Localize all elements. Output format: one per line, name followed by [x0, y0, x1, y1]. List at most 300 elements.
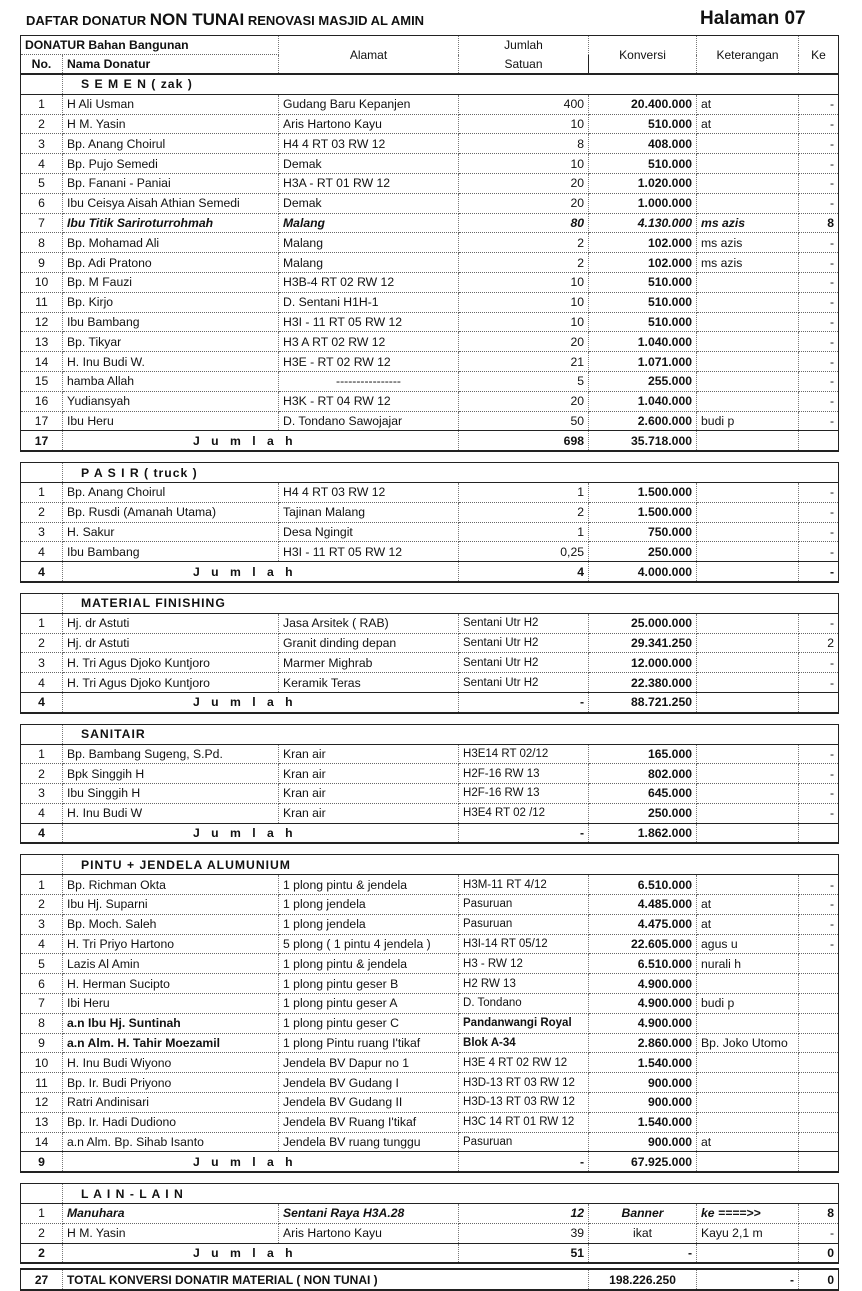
row-no: 11: [21, 1073, 63, 1093]
table-row: [21, 134, 839, 154]
row-ke: -: [799, 744, 839, 764]
header-nama: Nama Donatur: [63, 55, 279, 75]
table-row: [21, 1093, 839, 1113]
header-row-1: [21, 36, 839, 55]
grand-total-ke: 0: [799, 1269, 839, 1290]
row-nama: Ibu Hj. Suparni: [63, 895, 279, 915]
section-spacer: [21, 843, 839, 855]
row-ke: -: [799, 482, 839, 502]
row-jumlah: 1: [459, 522, 589, 542]
row-no: 4: [21, 934, 63, 954]
row-ke: 2: [799, 633, 839, 653]
table-row: [21, 633, 839, 653]
row-jumlah: 10: [459, 154, 589, 174]
row-no: 12: [21, 312, 63, 332]
row-no: 1: [21, 1204, 63, 1224]
row-no: 12: [21, 1093, 63, 1113]
row-konversi: 1.040.000: [589, 391, 697, 411]
row-keterangan: ms azis: [697, 253, 799, 273]
table-row: [21, 914, 839, 934]
row-konversi: 102.000: [589, 233, 697, 253]
table-row: [21, 673, 839, 693]
row-alamat: Demak: [279, 193, 459, 213]
row-jumlah: Sentani Utr H2: [459, 633, 589, 653]
row-keterangan: [697, 193, 799, 213]
row-ke: -: [799, 173, 839, 193]
row-konversi: 2.600.000: [589, 411, 697, 431]
row-konversi: 22.605.000: [589, 934, 697, 954]
row-keterangan: at: [697, 914, 799, 934]
row-ke: -: [799, 114, 839, 134]
table-row: [21, 934, 839, 954]
total-ke: [799, 1152, 839, 1172]
row-alamat: Malang: [279, 233, 459, 253]
section-spacer: [21, 1172, 839, 1184]
section-no-cell: [21, 74, 63, 94]
row-ke: -: [799, 613, 839, 633]
row-no: 7: [21, 213, 63, 233]
row-konversi: 1.000.000: [589, 193, 697, 213]
total-jumlah: -: [459, 1152, 589, 1172]
row-no: 15: [21, 371, 63, 391]
row-no: 4: [21, 803, 63, 823]
row-alamat: H3K - RT 04 RW 12: [279, 391, 459, 411]
table-row: [21, 332, 839, 352]
row-nama: H. Herman Sucipto: [63, 974, 279, 994]
row-konversi: 4.475.000: [589, 914, 697, 934]
row-konversi: 4.900.000: [589, 994, 697, 1014]
row-ke: -: [799, 332, 839, 352]
row-jumlah: 10: [459, 272, 589, 292]
row-nama: Bp. Rusdi (Amanah Utama): [63, 502, 279, 522]
row-keterangan: [697, 482, 799, 502]
table-row: [21, 272, 839, 292]
row-ke: [799, 954, 839, 974]
row-ke: -: [799, 764, 839, 784]
row-keterangan: [697, 1073, 799, 1093]
total-konversi: 67.925.000: [589, 1152, 697, 1172]
grand-total-keterangan: -: [697, 1269, 799, 1290]
row-keterangan: [697, 875, 799, 895]
row-ke: -: [799, 312, 839, 332]
row-alamat: H4 4 RT 03 RW 12: [279, 482, 459, 502]
row-alamat: H4 4 RT 03 RW 12: [279, 134, 459, 154]
section-header: [21, 463, 839, 483]
total-ke: [799, 823, 839, 843]
table-row: [21, 1033, 839, 1053]
row-no: 4: [21, 542, 63, 562]
row-keterangan: [697, 744, 799, 764]
row-nama: Bp. Fanani - Paniai: [63, 173, 279, 193]
total-keterangan: [697, 1152, 799, 1172]
row-keterangan: [697, 1112, 799, 1132]
row-ke: 8: [799, 1204, 839, 1224]
table-row: [21, 482, 839, 502]
table-row: [21, 193, 839, 213]
row-ke: [799, 974, 839, 994]
row-nama: Bp. Moch. Saleh: [63, 914, 279, 934]
row-jumlah: 21: [459, 352, 589, 372]
row-konversi: 25.000.000: [589, 613, 697, 633]
row-jumlah: 20: [459, 391, 589, 411]
row-konversi: 12.000.000: [589, 653, 697, 673]
row-jumlah: Sentani Utr H2: [459, 673, 589, 693]
row-jumlah: H3D-13 RT 03 RW 12: [459, 1073, 589, 1093]
row-jumlah: Pasuruan: [459, 914, 589, 934]
row-keterangan: [697, 803, 799, 823]
section-total-row: [21, 823, 839, 843]
section-header: [21, 1184, 839, 1204]
row-jumlah: H3 - RW 12: [459, 954, 589, 974]
row-alamat: Jendela BV Gudang I: [279, 1073, 459, 1093]
table-row: [21, 1132, 839, 1152]
row-keterangan: [697, 502, 799, 522]
total-konversi: 1.862.000: [589, 823, 697, 843]
row-konversi: 900.000: [589, 1093, 697, 1113]
row-konversi: 29.341.250: [589, 633, 697, 653]
table-row: [21, 253, 839, 273]
grand-total-no: 27: [21, 1269, 63, 1290]
section-title: MATERIAL FINISHING: [63, 593, 839, 613]
row-jumlah: Blok A-34: [459, 1033, 589, 1053]
row-alamat: ----------------: [279, 371, 459, 391]
header-jumlah-1: Jumlah: [459, 36, 589, 55]
row-alamat: D. Tondano Sawojajar: [279, 411, 459, 431]
row-nama: H. Tri Agus Djoko Kuntjoro: [63, 653, 279, 673]
row-alamat: Demak: [279, 154, 459, 174]
row-alamat: Jendela BV ruang tunggu: [279, 1132, 459, 1152]
row-keterangan: budi p: [697, 994, 799, 1014]
row-alamat: 1 plong Pintu ruang I'tikaf: [279, 1033, 459, 1053]
row-ke: -: [799, 914, 839, 934]
section-spacer: [21, 451, 839, 463]
row-alamat: 1 plong pintu & jendela: [279, 954, 459, 974]
row-ke: 8: [799, 213, 839, 233]
row-ke: -: [799, 653, 839, 673]
row-keterangan: [697, 134, 799, 154]
row-no: 1: [21, 94, 63, 114]
total-label: J u m l a h: [63, 823, 459, 843]
row-nama: Ibu Bambang: [63, 542, 279, 562]
row-alamat: Jendela BV Ruang I'tikaf: [279, 1112, 459, 1132]
section-total-row: [21, 1243, 839, 1263]
row-ke: -: [799, 272, 839, 292]
table-row: [21, 1013, 839, 1033]
row-nama: Ibi Heru: [63, 994, 279, 1014]
row-nama: Ratri Andinisari: [63, 1093, 279, 1113]
row-nama: Ibu Bambang: [63, 312, 279, 332]
row-nama: Manuhara: [63, 1204, 279, 1224]
row-no: 9: [21, 253, 63, 273]
table-row: [21, 502, 839, 522]
row-keterangan: budi p: [697, 411, 799, 431]
row-alamat: H3A - RT 01 RW 12: [279, 173, 459, 193]
row-no: 11: [21, 292, 63, 312]
row-jumlah: Pasuruan: [459, 895, 589, 915]
table-row: [21, 411, 839, 431]
row-konversi: 102.000: [589, 253, 697, 273]
section-no-cell: [21, 593, 63, 613]
row-ke: -: [799, 134, 839, 154]
section-total-row: [21, 562, 839, 582]
row-keterangan: at: [697, 114, 799, 134]
row-alamat: Jendela BV Dapur no 1: [279, 1053, 459, 1073]
row-no: 2: [21, 633, 63, 653]
row-konversi: 900.000: [589, 1132, 697, 1152]
row-keterangan: [697, 542, 799, 562]
row-jumlah: H3M-11 RT 4/12: [459, 875, 589, 895]
header-jumlah-2: Satuan: [459, 55, 589, 75]
row-no: 10: [21, 272, 63, 292]
row-jumlah: 0,25: [459, 542, 589, 562]
row-keterangan: [697, 312, 799, 332]
row-no: 5: [21, 954, 63, 974]
table-row: [21, 312, 839, 332]
table-row: [21, 994, 839, 1014]
row-konversi: 4.900.000: [589, 1013, 697, 1033]
row-alamat: H3E - RT 02 RW 12: [279, 352, 459, 372]
total-jumlah: 698: [459, 431, 589, 451]
row-ke: -: [799, 233, 839, 253]
row-jumlah: Sentani Utr H2: [459, 653, 589, 673]
total-no: 4: [21, 823, 63, 843]
row-konversi: 900.000: [589, 1073, 697, 1093]
row-ke: -: [799, 673, 839, 693]
row-nama: Ibu Heru: [63, 411, 279, 431]
row-keterangan: [697, 613, 799, 633]
total-no: 4: [21, 692, 63, 712]
row-konversi: 4.485.000: [589, 895, 697, 915]
row-nama: Lazis Al Amin: [63, 954, 279, 974]
row-no: 14: [21, 1132, 63, 1152]
total-jumlah: -: [459, 692, 589, 712]
row-keterangan: Kayu 2,1 m: [697, 1223, 799, 1243]
row-no: 17: [21, 411, 63, 431]
row-no: 4: [21, 673, 63, 693]
row-alamat: Granit dinding depan: [279, 633, 459, 653]
row-no: 9: [21, 1033, 63, 1053]
row-nama: a.n Alm. Bp. Sihab Isanto: [63, 1132, 279, 1152]
row-ke: -: [799, 784, 839, 804]
spacer-cell: [21, 843, 839, 855]
row-konversi: 6.510.000: [589, 954, 697, 974]
row-alamat: Jasa Arsitek ( RAB): [279, 613, 459, 633]
row-ke: [799, 1033, 839, 1053]
table-row: [21, 94, 839, 114]
row-keterangan: Bp. Joko Utomo: [697, 1033, 799, 1053]
row-keterangan: ms azis: [697, 233, 799, 253]
row-no: 1: [21, 875, 63, 895]
donor-table: [20, 35, 839, 1291]
row-konversi: 408.000: [589, 134, 697, 154]
table-row: [21, 895, 839, 915]
row-alamat: 1 plong pintu geser B: [279, 974, 459, 994]
row-no: 7: [21, 994, 63, 1014]
total-konversi: -: [589, 1243, 697, 1263]
row-konversi: 2.860.000: [589, 1033, 697, 1053]
row-nama: Yudiansyah: [63, 391, 279, 411]
total-jumlah: 4: [459, 562, 589, 582]
total-keterangan: [697, 823, 799, 843]
header-ke: Ke: [799, 36, 839, 75]
row-no: 8: [21, 233, 63, 253]
row-keterangan: [697, 154, 799, 174]
row-konversi: 1.540.000: [589, 1112, 697, 1132]
row-keterangan: at: [697, 1132, 799, 1152]
row-konversi: 645.000: [589, 784, 697, 804]
row-jumlah: 20: [459, 332, 589, 352]
section-total-row: [21, 431, 839, 451]
document-title: [26, 10, 424, 30]
row-no: 4: [21, 154, 63, 174]
row-nama: Bp. Kirjo: [63, 292, 279, 312]
row-ke: -: [799, 253, 839, 273]
row-ke: [799, 1073, 839, 1093]
table-row: [21, 1073, 839, 1093]
row-konversi: 510.000: [589, 154, 697, 174]
row-ke: -: [799, 371, 839, 391]
table-row: [21, 391, 839, 411]
row-jumlah: H3C 14 RT 01 RW 12: [459, 1112, 589, 1132]
row-nama: Ibu Titik Sariroturrohmah: [63, 213, 279, 233]
row-jumlah: H2 RW 13: [459, 974, 589, 994]
row-keterangan: [697, 1093, 799, 1113]
row-ke: [799, 1132, 839, 1152]
table-row: [21, 1053, 839, 1073]
table-row: [21, 1223, 839, 1243]
row-konversi: 510.000: [589, 272, 697, 292]
row-keterangan: ke ====>>: [697, 1204, 799, 1224]
row-keterangan: [697, 784, 799, 804]
row-konversi: 6.510.000: [589, 875, 697, 895]
row-keterangan: [697, 1053, 799, 1073]
row-alamat: H3I - 11 RT 05 RW 12: [279, 542, 459, 562]
row-nama: Bpk Singgih H: [63, 764, 279, 784]
row-jumlah: 400: [459, 94, 589, 114]
table-row: [21, 542, 839, 562]
table-row: [21, 803, 839, 823]
section-header: [21, 74, 839, 94]
row-alamat: Tajinan Malang: [279, 502, 459, 522]
spacer-cell: [21, 1172, 839, 1184]
table-row: [21, 114, 839, 134]
row-jumlah: Pandanwangi Royal: [459, 1013, 589, 1033]
row-ke: -: [799, 875, 839, 895]
row-ke: -: [799, 1223, 839, 1243]
row-nama: H. Inu Budi W.: [63, 352, 279, 372]
section-header: [21, 855, 839, 875]
total-jumlah: 51: [459, 1243, 589, 1263]
row-konversi: ikat: [589, 1223, 697, 1243]
section-title: P A S I R ( truck ): [63, 463, 839, 483]
header-konversi: Konversi: [589, 36, 697, 75]
row-ke: [799, 1093, 839, 1113]
row-jumlah: 5: [459, 371, 589, 391]
row-ke: -: [799, 292, 839, 312]
row-no: 2: [21, 114, 63, 134]
row-jumlah: 39: [459, 1223, 589, 1243]
row-jumlah: 80: [459, 213, 589, 233]
row-no: 3: [21, 134, 63, 154]
row-konversi: 510.000: [589, 292, 697, 312]
table-row: [21, 1112, 839, 1132]
table-row: [21, 352, 839, 372]
total-konversi: 4.000.000: [589, 562, 697, 582]
row-ke: -: [799, 542, 839, 562]
row-konversi: 1.020.000: [589, 173, 697, 193]
row-jumlah: H3I-14 RT 05/12: [459, 934, 589, 954]
section-total-row: [21, 1152, 839, 1172]
row-no: 10: [21, 1053, 63, 1073]
row-alamat: Sentani Raya H3A.28: [279, 1204, 459, 1224]
row-ke: -: [799, 411, 839, 431]
row-alamat: 1 plong pintu geser A: [279, 994, 459, 1014]
row-konversi: 4.900.000: [589, 974, 697, 994]
table-row: [21, 784, 839, 804]
row-no: 6: [21, 974, 63, 994]
page-number: Halaman 07: [700, 8, 806, 29]
row-konversi: 1.500.000: [589, 502, 697, 522]
row-jumlah: 10: [459, 292, 589, 312]
row-alamat: Marmer Mighrab: [279, 653, 459, 673]
total-ke: [799, 692, 839, 712]
row-nama: a.n Alm. H. Tahir Moezamil: [63, 1033, 279, 1053]
row-alamat: Kran air: [279, 784, 459, 804]
row-jumlah: 10: [459, 312, 589, 332]
row-jumlah: H3D-13 RT 03 RW 12: [459, 1093, 589, 1113]
title-bold: NON TUNAI: [149, 10, 245, 29]
row-ke: [799, 994, 839, 1014]
total-no: 4: [21, 562, 63, 582]
row-alamat: Gudang Baru Kepanjen: [279, 94, 459, 114]
row-keterangan: [697, 371, 799, 391]
row-alamat: Kran air: [279, 744, 459, 764]
section-total-row: [21, 692, 839, 712]
total-keterangan: [697, 1243, 799, 1263]
row-alamat: Kran air: [279, 764, 459, 784]
total-label: J u m l a h: [63, 1152, 459, 1172]
row-keterangan: [697, 1013, 799, 1033]
row-keterangan: agus u: [697, 934, 799, 954]
table-row: [21, 371, 839, 391]
row-no: 2: [21, 895, 63, 915]
row-keterangan: [697, 352, 799, 372]
row-keterangan: [697, 332, 799, 352]
row-nama: Bp. Bambang Sugeng, S.Pd.: [63, 744, 279, 764]
row-konversi: 22.380.000: [589, 673, 697, 693]
row-nama: Bp. Tikyar: [63, 332, 279, 352]
section-title: S E M E N ( zak ): [63, 74, 839, 94]
row-no: 2: [21, 502, 63, 522]
row-nama: H. Inu Budi W: [63, 803, 279, 823]
row-alamat: Malang: [279, 213, 459, 233]
table-row: [21, 1204, 839, 1224]
spacer-cell: [21, 451, 839, 463]
row-no: 5: [21, 173, 63, 193]
row-jumlah: 2: [459, 253, 589, 273]
row-nama: Bp. Ir. Budi Priyono: [63, 1073, 279, 1093]
row-alamat: Keramik Teras: [279, 673, 459, 693]
row-keterangan: [697, 173, 799, 193]
row-nama: Hj. dr Astuti: [63, 633, 279, 653]
row-alamat: H3B-4 RT 02 RW 12: [279, 272, 459, 292]
row-nama: Hj. dr Astuti: [63, 613, 279, 633]
total-label: J u m l a h: [63, 692, 459, 712]
table-row: [21, 954, 839, 974]
row-ke: [799, 1013, 839, 1033]
row-nama: Ibu Ceisya Aisah Athian Semedi: [63, 193, 279, 213]
row-keterangan: [697, 522, 799, 542]
